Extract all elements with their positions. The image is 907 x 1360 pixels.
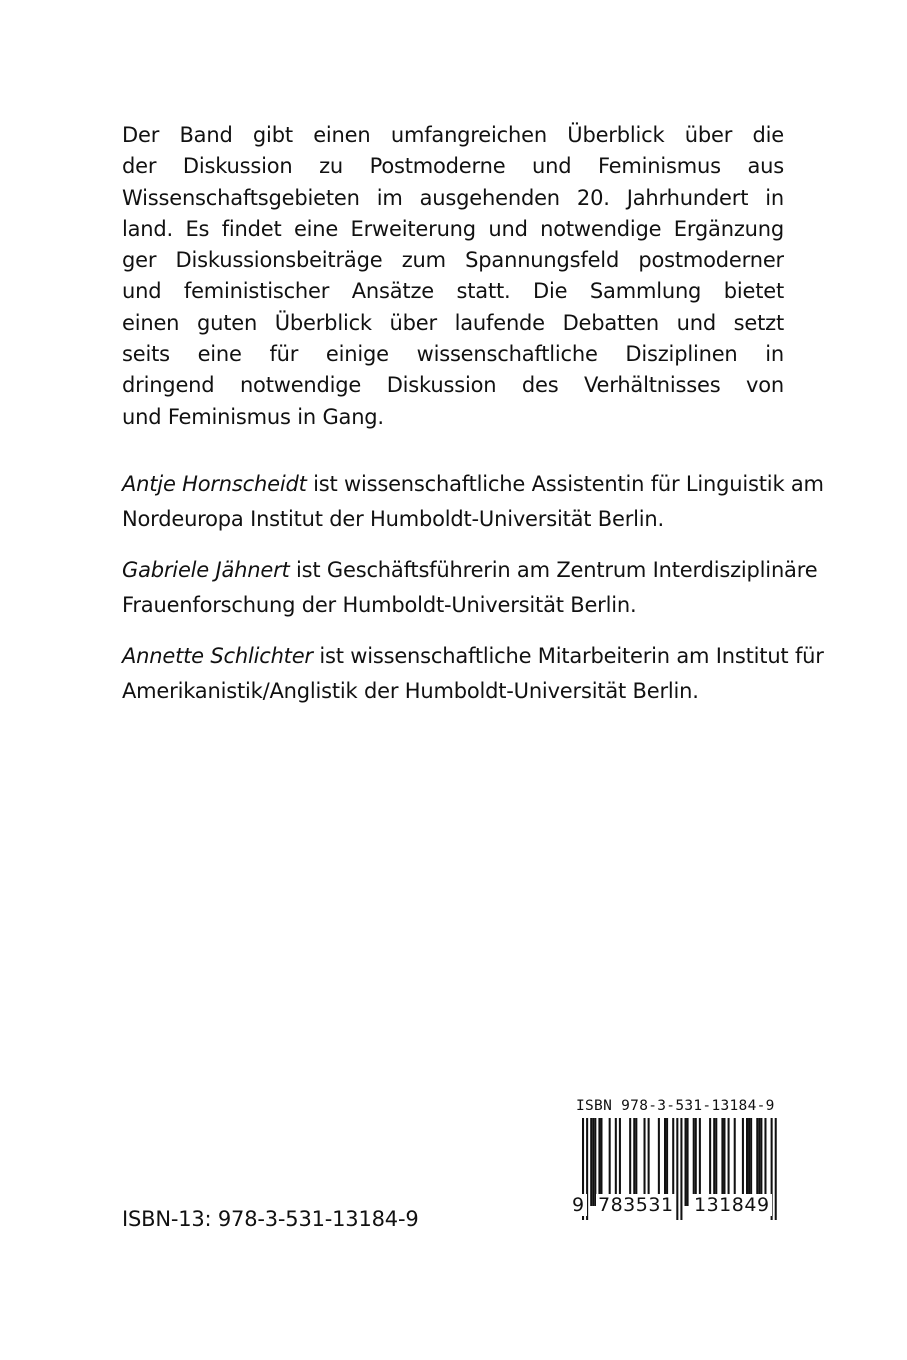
barcode-bar (635, 1118, 637, 1206)
description-line: dringend notwendige Diskussion des Verhältnisses von (122, 373, 784, 398)
barcode-bar (699, 1118, 701, 1206)
author-bio-line (122, 467, 822, 502)
author-bio-text: ist Geschäftsführerin am Zentrum Interdisziplinäre (289, 558, 818, 582)
barcode-bar (619, 1118, 621, 1206)
barcode-bar (742, 1118, 744, 1206)
barcode-isbn-caption: ISBN 978-3-531-13184-9 (576, 1098, 775, 1114)
author-bio-line (122, 553, 822, 588)
author-bios (122, 467, 822, 709)
barcode-bar (721, 1118, 723, 1206)
barcode-bar (775, 1118, 777, 1220)
barcode-bar (629, 1118, 631, 1206)
barcode-bar (648, 1118, 650, 1206)
author-bio (122, 639, 822, 709)
barcode-bar (723, 1118, 725, 1206)
barcode-bar (713, 1118, 715, 1206)
description-line: seits eine für einige wissenschaftliche Disziplinen in (122, 342, 784, 367)
barcode-digit-first: 9 (572, 1194, 585, 1216)
author-bio-text: ist wissenschaftliche Mitarbeiterin am Institut für (312, 644, 824, 668)
description-line: land. Es findet eine Erweiterung und notwendige Ergänzung (122, 216, 784, 241)
barcode-bar (633, 1118, 635, 1206)
description-line: einen guten Überblick über laufende Debatten und setzt (122, 310, 784, 335)
description-paragraph (122, 120, 784, 433)
barcode-bar (746, 1118, 748, 1206)
barcode-bar (590, 1118, 592, 1206)
description-line: ger Diskussionsbeiträge zum Spannungsfeld postmoderner (122, 248, 784, 273)
barcode-bar (609, 1118, 611, 1206)
barcode-bar (672, 1118, 674, 1206)
barcode-digits-left: 783531 (598, 1194, 674, 1216)
barcode-bar (728, 1118, 730, 1206)
description-line: Wissenschaftsgebieten im ausgehenden 20. Jahrhundert in (122, 185, 784, 210)
description-line: der Diskussion zu Postmoderne und Feminismus aus (122, 154, 784, 179)
barcode-bar (594, 1118, 596, 1206)
barcode-bar (687, 1118, 689, 1206)
barcode-bar (676, 1118, 678, 1220)
author-bio-line: Amerikanistik/Anglistik der Humboldt-Universität Berlin. (122, 679, 699, 703)
barcode-bar (734, 1118, 736, 1206)
barcode-bar (644, 1118, 646, 1206)
author-name: Annette Schlichter (122, 644, 313, 668)
barcode-digits-right: 131849 (694, 1194, 770, 1216)
barcode-bar (615, 1118, 617, 1206)
barcode-bar (666, 1118, 668, 1206)
barcode-bar (695, 1118, 697, 1206)
barcode-bar (750, 1118, 752, 1206)
barcode-bar (715, 1118, 717, 1206)
barcode-bar (600, 1118, 602, 1206)
author-name: Gabriele Jähnert (122, 558, 290, 582)
author-bio (122, 467, 822, 537)
author-bio (122, 553, 822, 623)
barcode-bar (758, 1118, 760, 1206)
barcode-bar (592, 1118, 594, 1206)
author-bio-line: Nordeuropa Institut der Humboldt-Universität Berlin. (122, 507, 665, 531)
barcode-bar (598, 1118, 600, 1206)
author-bio-text: ist wissenschaftliche Assistentin für Linguistik am (306, 472, 824, 496)
barcode-bar (680, 1118, 682, 1220)
description-line: Der Band gibt einen umfangreichen Überblick über die (122, 123, 784, 147)
barcode-bar (664, 1118, 666, 1206)
barcode-bar (748, 1118, 750, 1206)
description-line: und feministischer Ansätze statt. Die Sammlung bietet (122, 279, 784, 304)
barcode-bar (658, 1118, 660, 1206)
barcode-bar (685, 1118, 687, 1206)
isbn-barcode (560, 1098, 790, 1228)
author-name: Antje Hornscheidt (122, 472, 307, 496)
description-line: und Feminismus in Gang. (122, 404, 384, 429)
barcode-bar (760, 1118, 762, 1206)
author-bio-line: Frauenforschung der Humboldt-Universität Berlin. (122, 593, 637, 617)
barcode-bar (756, 1118, 758, 1206)
barcode-bar (764, 1118, 766, 1206)
isbn-label: ISBN-13: 978-3-531-13184-9 (122, 1207, 419, 1231)
barcode-bar (709, 1118, 711, 1206)
barcode-bar (693, 1118, 695, 1206)
author-bio-line (122, 639, 822, 674)
